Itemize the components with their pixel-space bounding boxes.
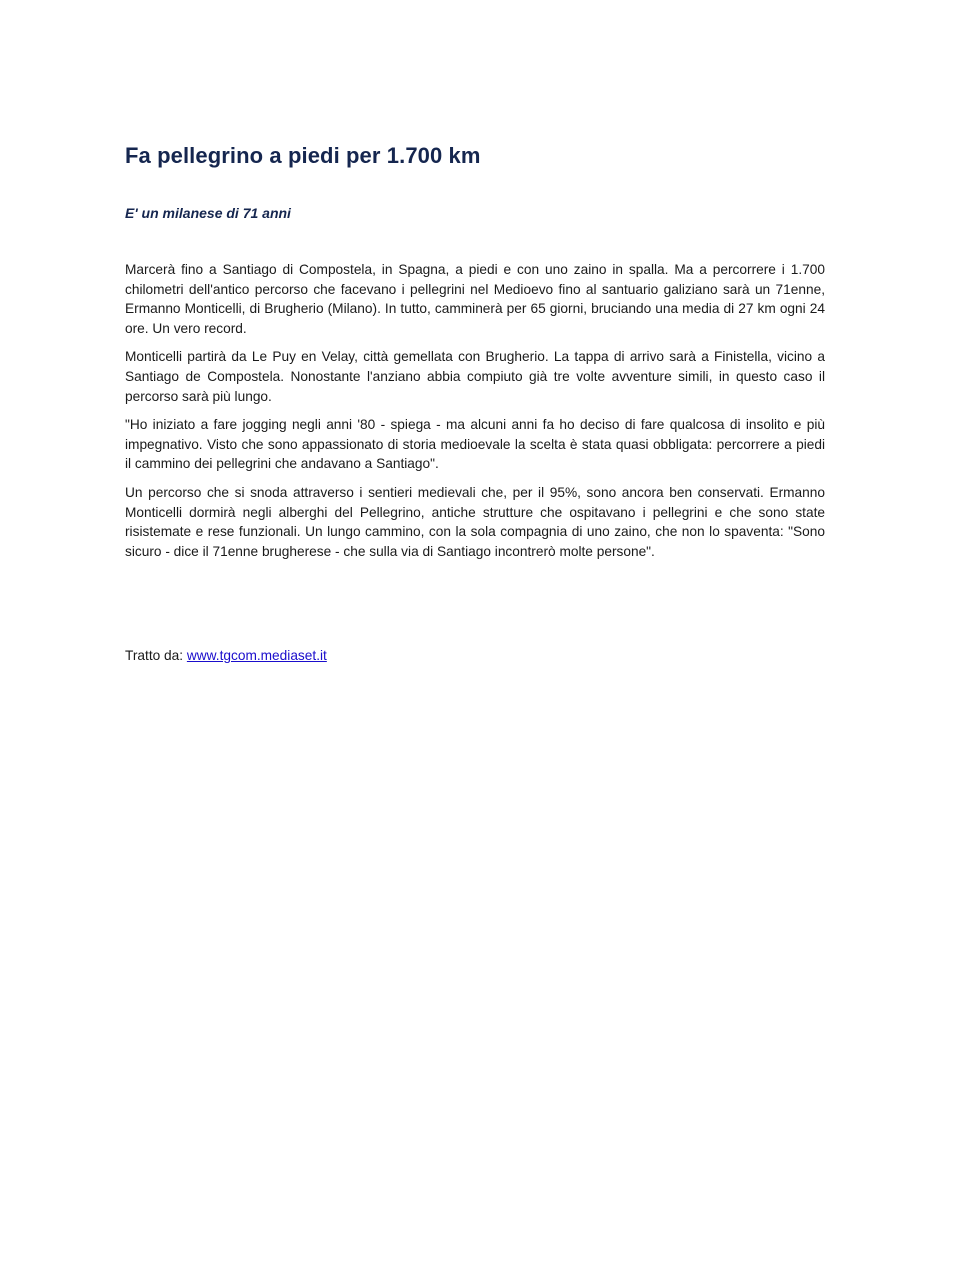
source-label: Tratto da:: [125, 648, 187, 663]
article-body: [125, 260, 825, 570]
paragraph-2: Monticelli partirà da Le Puy en Velay, città gemellata con Brugherio. La tappa di arrivo sarà a Finistella, vicino a Santiago de Compostela. Nonostante l'anziano abbia compiuto già tre volte avventure simili, in questo caso il percorso sarà più lungo.: [125, 349, 825, 404]
source-credit: [125, 646, 327, 666]
source-link[interactable]: www.tgcom.mediaset.it: [186, 648, 327, 663]
paragraph-1: Marcerà fino a Santiago di Compostela, in Spagna, a piedi e con uno zaino in spalla. Ma a percorrere i 1.700 chilometri dell'antico percorso che facevano i pellegrini nel Medioevo fino al santuario galiziano sarà un 71enne, Ermanno Monticelli, di Brugherio (Milano). In tutto, camminerà per 65 giorni, bruciando una media di 27 km ogni 24 ore. Un vero record.: [125, 262, 825, 336]
article-subtitle: E' un milanese di 71 anni: [125, 205, 291, 221]
article-title: Fa pellegrino a piedi per 1.700 km: [125, 143, 481, 168]
paragraph-4: Un percorso che si snoda attraverso i sentieri medievali che, per il 95%, sono ancora ben conservati. Ermanno Monticelli dormirà negli alberghi del Pellegrino, antiche strutture che ospitavano i pellegrini e che sono state risistemate e rese funzionali. Un lungo cammino, con la sola compagnia di uno zaino, che non lo spaventa: "Sono sicuro - dice il 71enne brugherese - che sulla via di Santiago incontrerò molte persone".: [125, 484, 825, 559]
paragraph-3: "Ho iniziato a fare jogging negli anni '80 - spiega - ma alcuni anni fa ho deciso di fare qualcosa di insolito e più impegnativo. Visto che sono appassionato di storia medioevale la scelta è stata quasi obbligata: percorrere a piedi il cammino dei pellegrini che andavano a Santiago".: [125, 417, 825, 472]
